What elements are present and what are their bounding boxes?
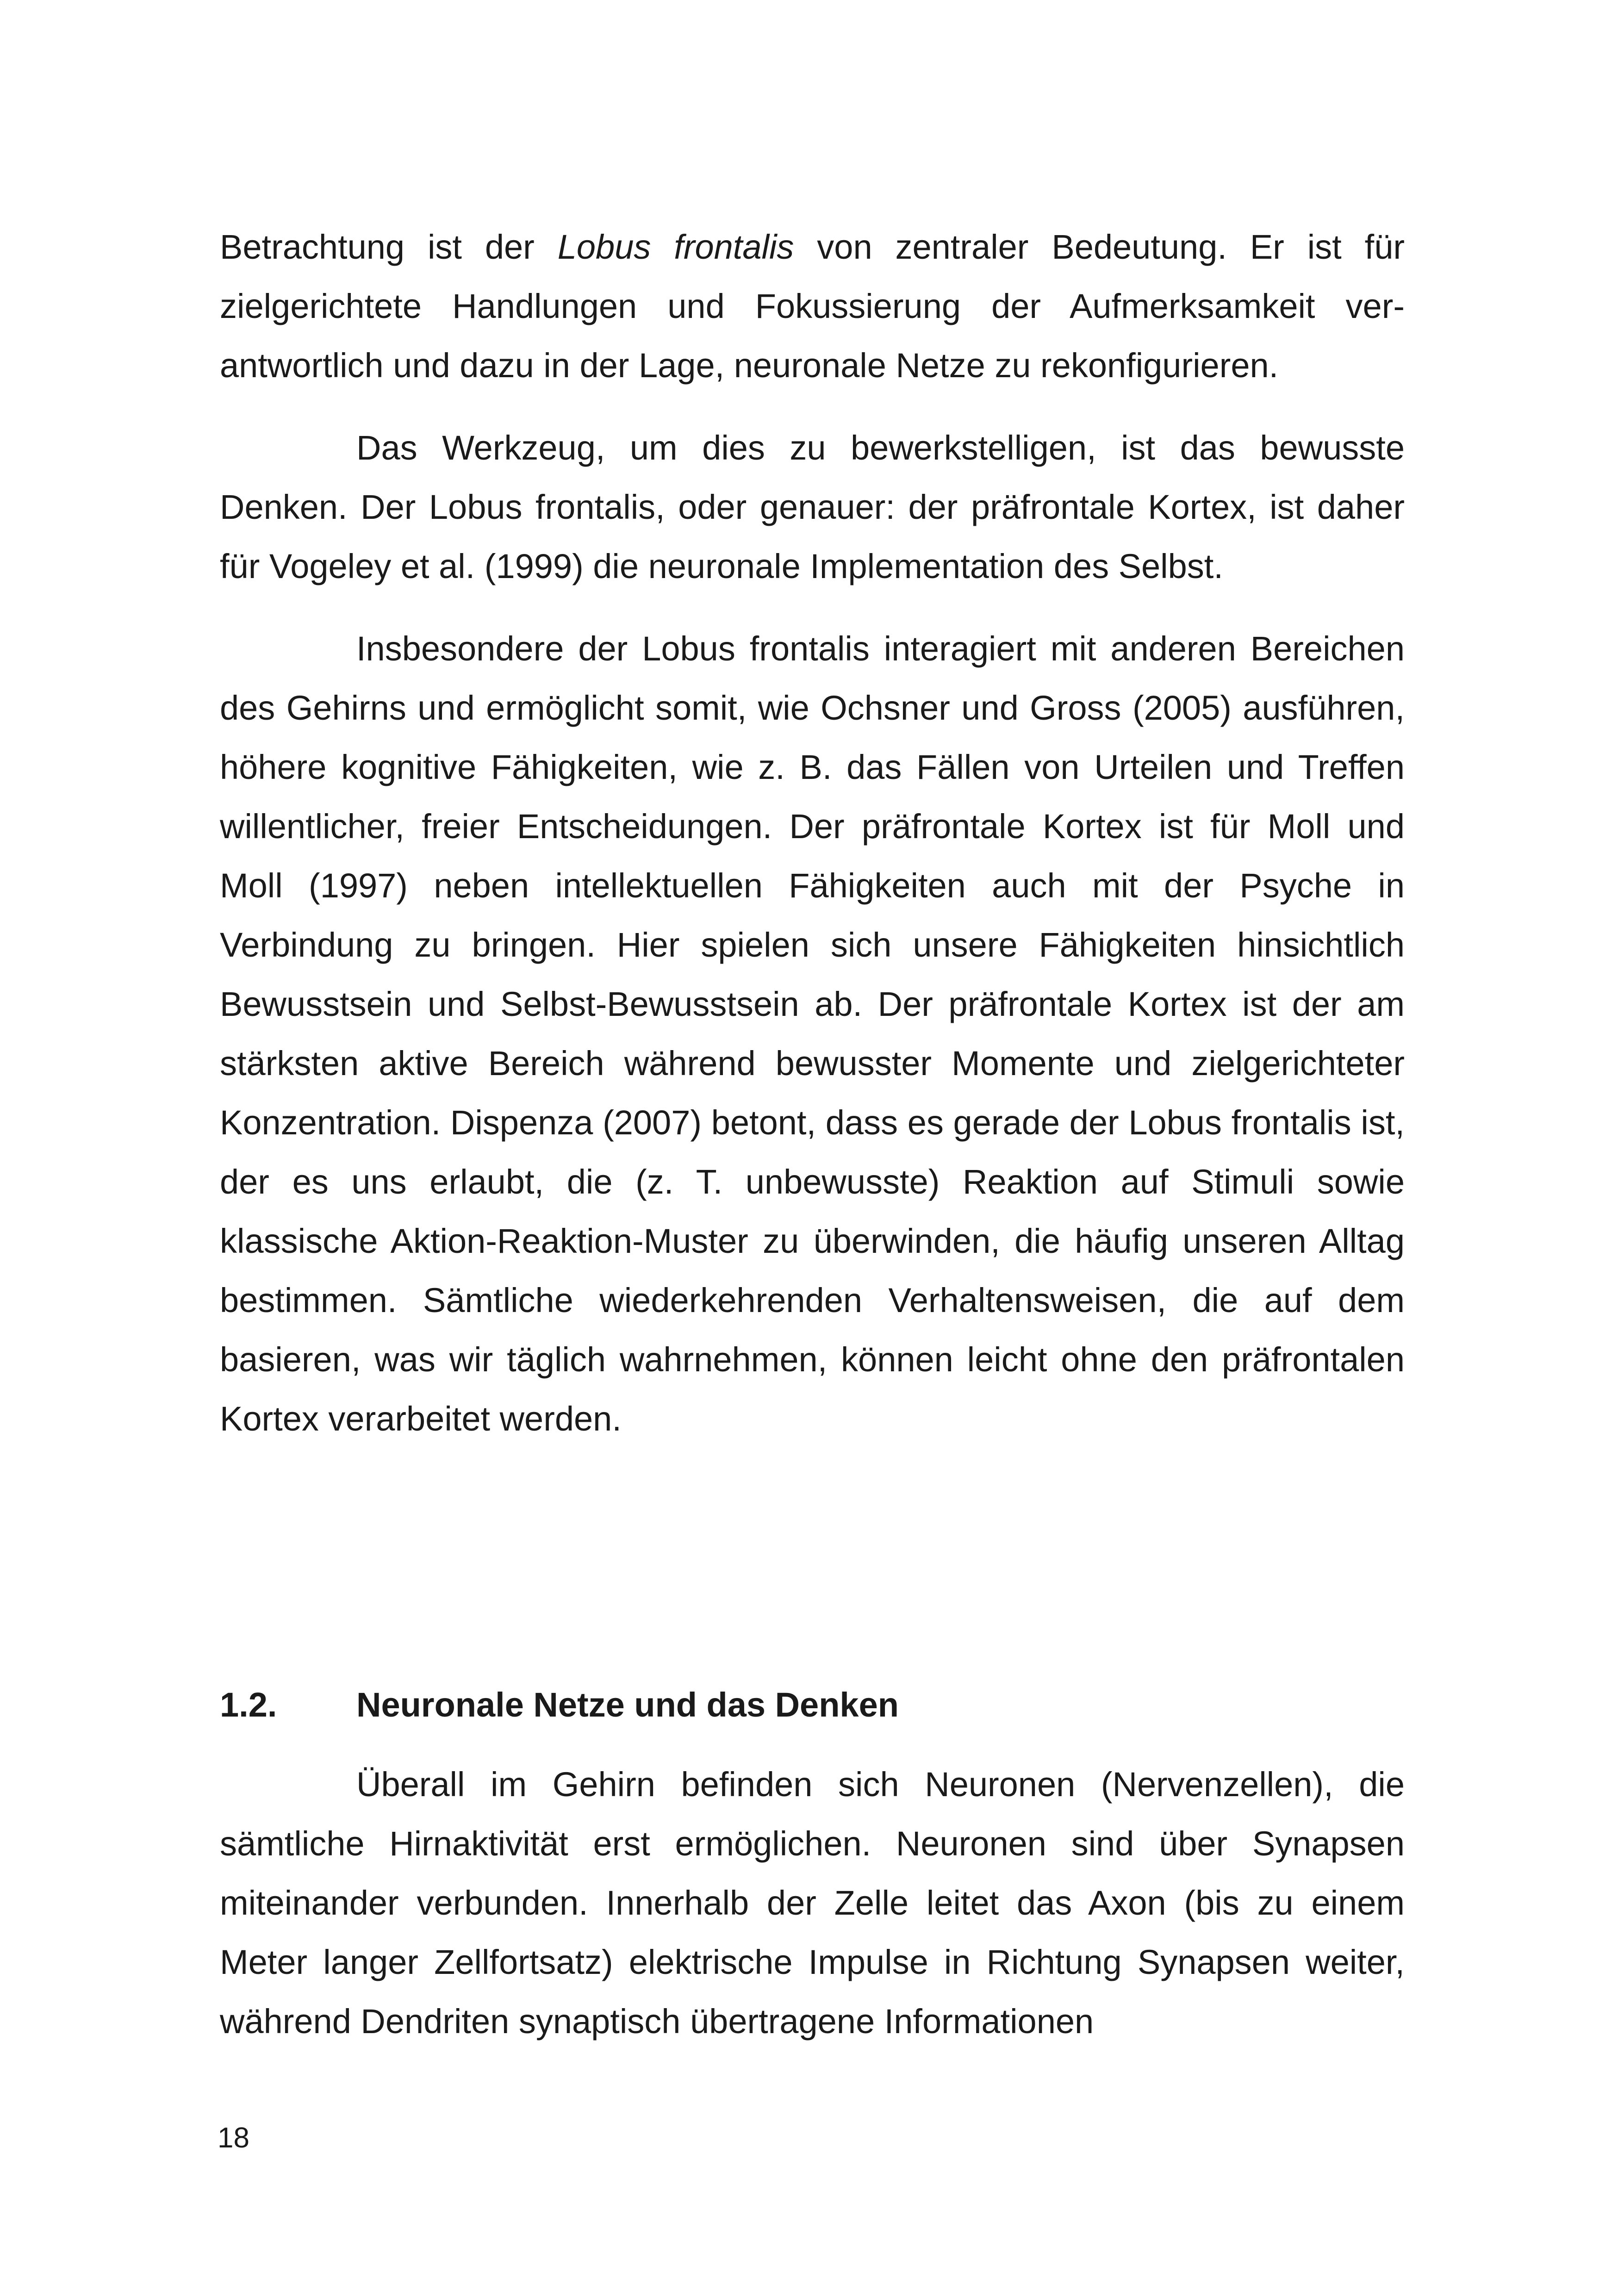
page-number: 18	[218, 2122, 249, 2154]
section-text-block	[220, 1755, 1405, 2051]
section-heading	[220, 1675, 899, 1735]
paragraph-3: Insbesondere der Lobus frontalis interagiert mit anderen Bereichen des Gehirns und ermöglicht somit, wie Ochsner und Gross (2005) ausführen, höhere kognitive Fähigkeiten, wie z. B. das Fällen von Urteilen und Treffen willentlicher, freier Entscheidungen. Der präfrontale Kortex ist für Moll und Moll (1997) neben intellektuellen Fähigkeiten auch mit der Psyche in Verbindung zu bringen. Hier spielen sich unsere Fähigkeiten hinsichtlich Bewusstsein und Selbst-Bewusstsein ab. Der präfrontale Kortex ist der am stärksten aktive Bereich während bewusster Momente und zielgerichteter Konzentration. Dispenza (2007) betont, dass es gerade der Lobus frontalis ist, der es uns erlaubt, die (z. T. unbewusste) Reaktion auf Stimuli sowie klassische Aktion-Reaktion-Muster zu überwinden, die häufig unseren Alltag bestimmen. Sämtliche wiederkehrenden Verhaltensweisen, die auf dem basieren, was wir täglich wahrnehmen, können leicht ohne den präfrontalen Kortex verarbeitet werden.	[220, 629, 1405, 1438]
main-text-block	[220, 218, 1405, 1449]
paragraph-1	[220, 218, 1405, 395]
paragraph-1-start: Betrachtung ist der	[220, 228, 558, 266]
section-title: Neuronale Netze und das Denken	[356, 1686, 899, 1724]
paragraph-1-end: von zentraler Bedeutung. Er ist für zielgerichtete Handlungen und Fokussierung der Aufmerksamkeit verantwortlich und dazu in der Lage, neuronale Netze zu rekonfigurieren.	[220, 228, 1405, 385]
paragraph-4: Überall im Gehirn befinden sich Neuronen (Nervenzellen), die sämtliche Hirnaktivität erst ermöglichen. Neuronen sind über Synapsen miteinander verbunden. Innerhalb der Zelle leitet das Axon (bis zu einem Meter langer Zellfortsatz) elektrische Impulse in Richtung Synapsen weiter, während Dendriten synaptisch übertragene Informationen	[220, 1765, 1405, 2041]
italic-term: Lobus frontalis	[557, 228, 794, 266]
paragraph-2: Das Werkzeug, um dies zu bewerkstelligen, ist das bewusste Denken. Der Lobus frontalis, oder genauer: der präfrontale Kortex, ist daher für Vogeley et al. (1999) die neuronale Implementation des Selbst.	[220, 429, 1405, 585]
section-number: 1.2.	[220, 1686, 277, 1724]
